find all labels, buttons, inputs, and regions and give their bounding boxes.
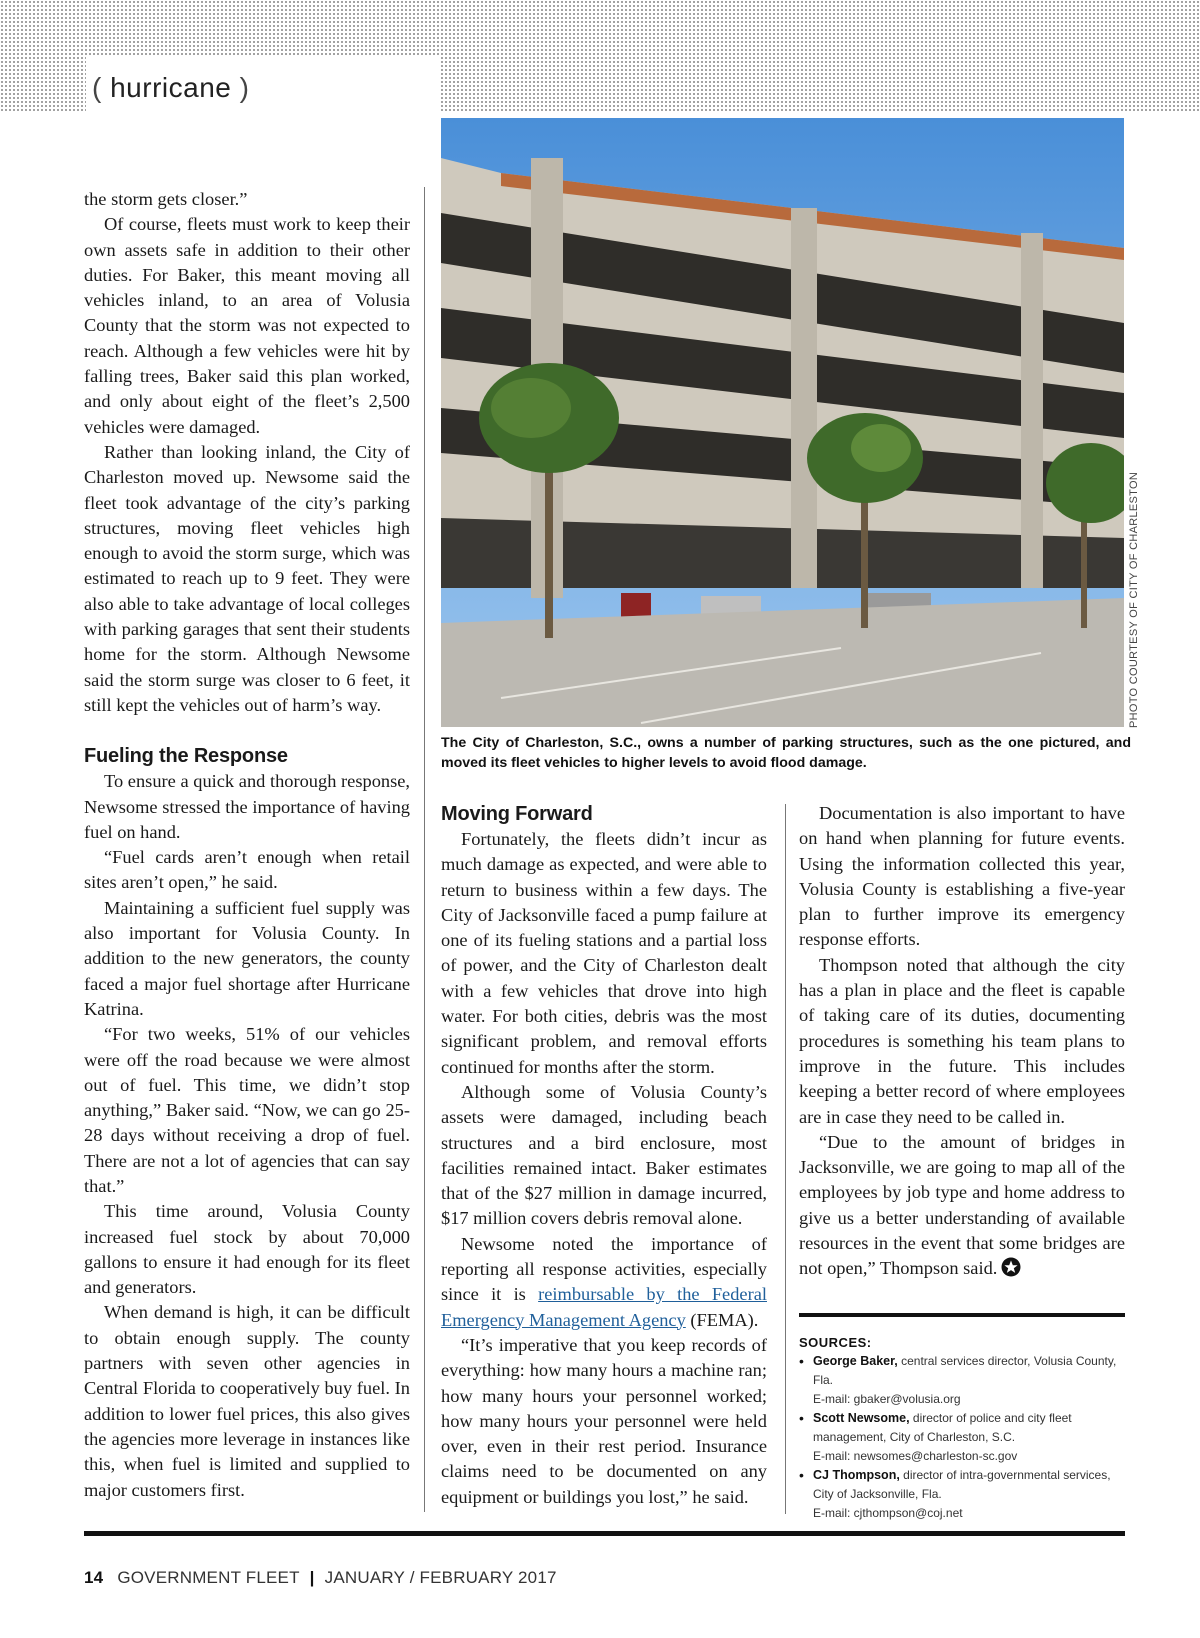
photo-caption: The City of Charleston, S.C., owns a number of parking structures, such as the one pictured, and moved its fleet vehicles to higher levels to avoid flood damage.: [441, 735, 1131, 771]
sources-title: SOURCES:: [799, 1335, 872, 1350]
source-item: [799, 1352, 1125, 1409]
dotted-header-left: [0, 56, 86, 112]
subheading: Moving Forward: [441, 803, 593, 825]
article-column-3: [799, 801, 1125, 1282]
dotted-header-right: [440, 56, 1200, 112]
issue-date: JANUARY / FEBRUARY 2017: [324, 1568, 557, 1587]
dotted-header-band: [0, 0, 1200, 56]
source-name: CJ Thompson,: [813, 1468, 900, 1482]
paragraph: “Fuel cards aren’t enough when retail sites aren’t open,” he said.: [84, 847, 410, 893]
footer-separator: |: [309, 1568, 315, 1587]
subheading: Fueling the Response: [84, 745, 288, 768]
source-item: [799, 1466, 1125, 1523]
sources-list: [799, 1352, 1125, 1523]
paragraph: [441, 1232, 767, 1333]
paragraph: “For two weeks, 51% of our vehicles were off the road because we were almost out of fuel. This time, we didn’t stop anything,” Baker said. “Now, we can go 25-28 days without receiving a drop of fuel. There are not a lot of agencies that can say that.”: [84, 1024, 410, 1196]
source-item: [799, 1409, 1125, 1466]
column-divider: [785, 804, 786, 1514]
paragraph: To ensure a quick and thorough response, Newsome stressed the importance of having fuel on hand.: [84, 771, 410, 842]
paragraph: the storm gets closer.”: [84, 189, 248, 209]
paragraph: Thompson noted that although the city has a plan in place and the fleet is capable of taking care of its duties, documenting procedures is something his team plans to improve in the future. This includes keeping a better record of where employees are in case they need to be called in.: [799, 954, 1125, 1127]
column-divider: [424, 187, 425, 1512]
paragraph: “It’s imperative that you keep records of everything: how many hours a machine ran; how many hours your personnel worked; how many hours your personnel were held over, even in their rest period. Insurance claims need to be documented on any equipment or buildings you lost,” he said.: [441, 1334, 767, 1507]
end-star-icon: [1001, 1257, 1021, 1277]
publication-name: GOVERNMENT FLEET: [117, 1568, 300, 1587]
fema-link[interactable]: reimbursable by the Federal Emergency Management Agency: [441, 1284, 767, 1330]
paragraph: Rather than looking inland, the City of Charleston moved up. Newsome said the fleet took advantage of the city’s parking structures, moving fleet vehicles high enough to avoid the storm surge, which was estimated to reach up to 9 feet. They were also able to take advantage of local colleges with parking garages that sent their students home for the storm. Although Newsome said the storm surge was closer to 6 feet, it still kept the vehicles out of harm’s way.: [84, 441, 410, 715]
page-footer: [84, 1568, 557, 1588]
paragraph: Fortunately, the fleets didn’t incur as much damage as expected, and were able to return to business within a few days. The City of Jacksonville faced a pump failure at one of its fueling stations and a partial loss of power, and the City of Charleston dealt with a few vehicles that drove into high water. For both cities, debris was the most significant problem, and removal efforts continued for months after the storm.: [441, 829, 767, 1077]
paragraph: This time around, Volusia County increased fuel stock by about 70,000 gallons to ensure it had enough for its fleet and generators.: [84, 1201, 410, 1298]
paragraph: Documentation is also important to have on hand when planning for future events. Using the information collected this year, Volusia County is establishing a five-year plan to further improve its emergency response efforts.: [799, 803, 1125, 950]
source-name: Scott Newsome,: [813, 1411, 910, 1425]
parking-garage-photo: [441, 118, 1124, 727]
source-role: central services director, Volusia County, Fla.: [813, 1354, 1117, 1387]
footer-rule: [84, 1531, 1125, 1536]
source-role: director of intra-governmental services, City of Jacksonville, Fla.: [813, 1468, 1111, 1501]
source-email: E-mail: gbaker@volusia.org: [813, 1392, 961, 1406]
paragraph: When demand is high, it can be difficult to obtain enough supply. The county partners with seven other agencies in Central Florida to cooperatively buy fuel. In addition to lower fuel prices, this also gives the agencies more leverage in instances like this, when fuel is limited and supplied to major customers first.: [84, 1302, 410, 1500]
photo-credit: PHOTO COURTESY OF CITY OF CHARLESTON: [1128, 471, 1140, 728]
section-tag-label: hurricane: [110, 72, 232, 103]
sources-rule: [799, 1313, 1125, 1317]
source-role: director of police and city fleet management, City of Charleston, S.C.: [813, 1411, 1072, 1444]
paragraph: Maintaining a sufficient fuel supply was also important for Volusia County. In addition to the new generators, the county faced a major fuel shortage after Hurricane Katrina.: [84, 897, 410, 1019]
page-number: 14: [84, 1568, 104, 1587]
article-column-2: [441, 801, 767, 1510]
source-name: George Baker,: [813, 1354, 898, 1368]
paragraph: Of course, fleets must work to keep their own assets safe in addition to their other duties. For Baker, this meant moving all vehicles inland, to an area of Volusia County that the storm was not expected to reach. Although a few vehicles were hit by falling trees, Baker said this plan worked, and only about eight of the fleet’s 2,500 vehicles were damaged.: [84, 214, 410, 437]
section-tag: ( hurricane ): [92, 72, 250, 103]
source-email: E-mail: newsomes@charleston-sc.gov: [813, 1449, 1018, 1463]
paragraph: Although some of Volusia County’s assets were damaged, including beach structures and a bird enclosure, most facilities remained intact. Baker estimates that of the $27 million in damage incurred, $17 million covers debris removal alone.: [441, 1081, 767, 1229]
article-column-1: [84, 187, 410, 1503]
paragraph: [799, 1130, 1125, 1282]
paragraph-text: (FEMA).: [685, 1309, 759, 1330]
sources-box: [799, 1313, 1125, 1523]
paragraph-text: Newsome noted the importance of reporting all response activities, especially since it is: [441, 1233, 767, 1305]
paragraph-text: “Due to the amount of bridges in Jacksonville, we are going to map all of the employees by job type and home address to give us a better understanding of available resources in the event that some bridges are not open,” Thompson said.: [799, 1131, 1125, 1279]
source-email: E-mail: cjthompson@coj.net: [813, 1506, 963, 1520]
